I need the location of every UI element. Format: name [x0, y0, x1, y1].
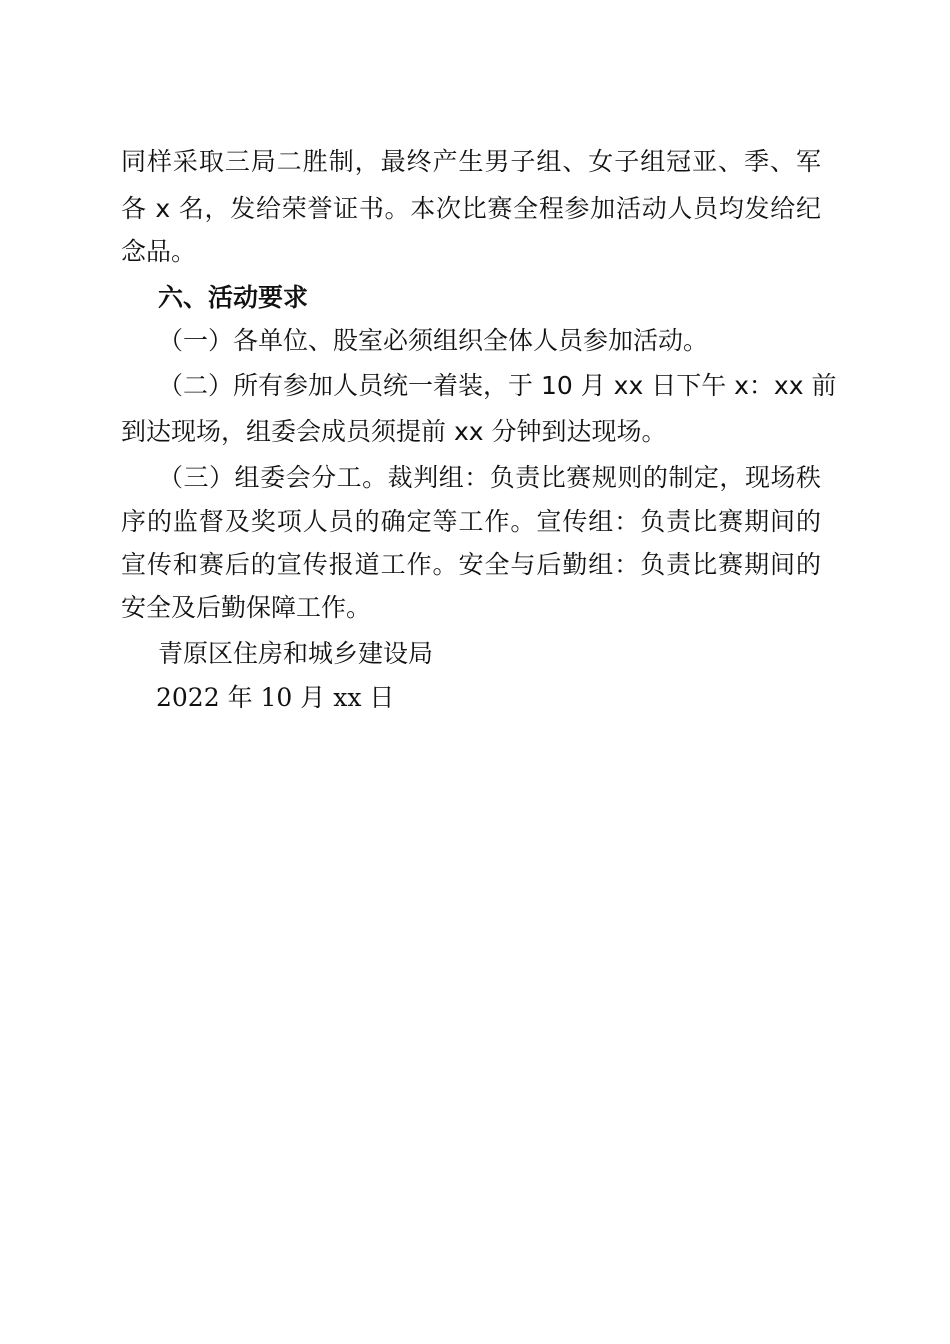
signature-date: 2022 年 10 月 xx 日 — [156, 683, 395, 712]
requirement-item-2-line: （二）所有参加人员统一着装，于 10 月 xx 日下午 x：xx 前 — [158, 371, 837, 400]
section-heading: 六、活动要求 — [158, 283, 309, 312]
requirement-item-3-line: 安全及后勤保障工作。 — [121, 593, 372, 622]
requirement-item-2-line: 到达现场，组委会成员须提前 xx 分钟到达现场。 — [121, 417, 667, 446]
requirement-item-3-line: 宣传和赛后的宣传报道工作。安全与后勤组：负责比赛期间的 — [121, 550, 821, 579]
paragraph-line: 同样采取三局二胜制，最终产生男子组、女子组冠亚、季、军 — [121, 147, 821, 176]
paragraph-line: 念品。 — [121, 237, 197, 266]
paragraph-line: 各 x 名，发给荣誉证书。本次比赛全程参加活动人员均发给纪 — [121, 194, 821, 223]
requirement-item-1: （一）各单位、股室必须组织全体人员参加活动。 — [158, 326, 709, 355]
requirement-item-3-line: 序的监督及奖项人员的确定等工作。宣传组：负责比赛期间的 — [121, 507, 821, 536]
signature-organization: 青原区住房和城乡建设局 — [158, 639, 434, 668]
requirement-item-3-line: （三）组委会分工。裁判组：负责比赛规则的制定，现场秩 — [158, 463, 821, 492]
